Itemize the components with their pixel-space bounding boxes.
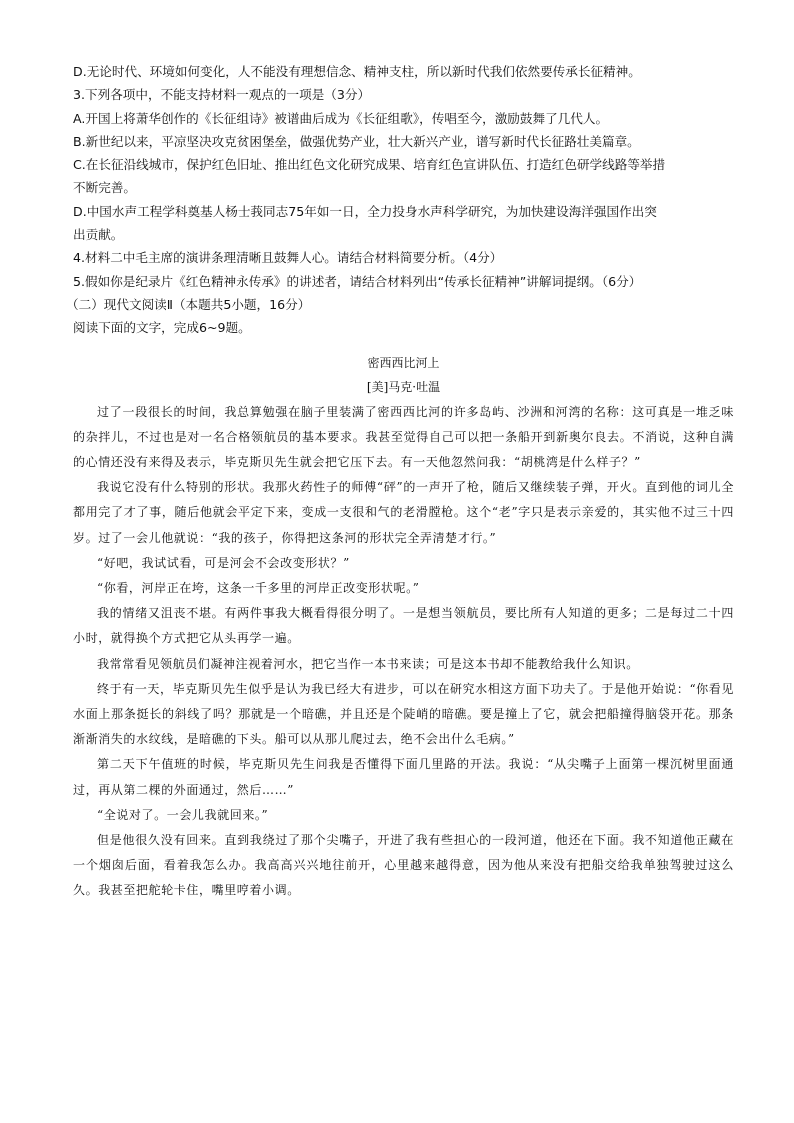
option-3d-line1: D.中国水声工程学科奠基人杨士莪同志75年如一日，全力投身水声科学研究，为加快建设海洋强国作出突 (73, 203, 657, 219)
story-paragraph: “好吧，我试试看，可是河会不会改变形状？” (97, 555, 350, 570)
story-title: 密西西比河上 (367, 355, 440, 370)
story-paragraph: “全说对了。一会儿我就回来。” (97, 807, 269, 822)
story-paragraph: 我常常看见领航员们凝神注视着河水，把它当作一本书来读；可是这本书却不能教给我什么知识。 (97, 656, 639, 671)
story-paragraph: 第二天下午值班的时候，毕克斯贝先生问我是否懂得下面几里路的开法。我说：“从尖嘴子上面第一棵沉树里面通过，再从第二棵的外面通过，然后……” (73, 757, 734, 797)
option-3a: A.开国上将萧华创作的《长征组诗》被谱曲后成为《长征组歌》，传唱至今，激励鼓舞了几代人。 (73, 110, 609, 126)
story-paragraph: 但是他很久没有回来。直到我绕过了那个尖嘴子，开进了我有些担心的一段河道，他还在下面。我不知道他正藏在一个烟囱后面，看着我怎么办。我高高兴兴地往前开，心里越来越得意，因为他从来没有把船交给我单独驾驶过这么久。我甚至把舵轮卡住，嘴里哼着小调。 (73, 833, 734, 898)
section-heading: （二）现代文阅读Ⅱ（本题共5小题，16分） (66, 296, 311, 312)
section-instruction: 阅读下面的文字，完成6~9题。 (73, 320, 251, 336)
story-paragraph: 我的情绪又沮丧不堪。有两件事我大概看得很分明了。一是想当领航员，要比所有人知道的更多；二是每过二十四小时，就得换个方式把它从头再学一遍。 (73, 606, 734, 646)
story-author: [美]马克·吐温 (366, 379, 441, 394)
option-3c-line1: C.在长征沿线城市，保护红色旧址、推出红色文化研究成果、培育红色宣讲队伍、打造红色研学线路等举措 (73, 157, 666, 173)
option-2d: D.无论时代、环境如何变化，人不能没有理想信念、精神支柱，所以新时代我们依然要传承长征精神。 (73, 64, 641, 79)
question-3-stem: 3.下列各项中，不能支持材料一观点的一项是（3分） (73, 87, 371, 103)
option-3b: B.新世纪以来，平凉坚决攻克贫困堡垒，做强优势产业，壮大新兴产业，谱写新时代长征路壮美篇章。 (73, 133, 640, 149)
story-paragraph: 我说它没有什么特别的形状。我那火药性子的师傅“砰”的一声开了枪，随后又继续装子弹，开火。直到他的词儿全都用完了才了事，随后他就会平定下来，变成一支很和气的老滑膛枪。这个“老”字只是表示亲爱的，其实他不过三十四岁。过了一会儿他就说：“我的孩子，你得把这条河的形状完全弄清楚才行。” (73, 480, 734, 545)
option-3c-line2: 不断完善。 (73, 180, 136, 196)
story-paragraph: 终于有一天，毕克斯贝先生似乎是认为我已经大有进步，可以在研究水相这方面下功夫了。于是他开始说：“你看见水面上那条挺长的斜线了吗？那就是一个暗礁，并且还是个陡峭的暗礁。要是撞上了它，就会把船撞得脑袋开花。那条渐渐消失的水纹线，是暗礁的下头。船可以从那儿爬过去，绝不会出什么毛病。” (73, 681, 734, 747)
option-3d-line2: 出贡献。 (73, 227, 124, 243)
story-paragraph: 过了一段很长的时间，我总算勉强在脑子里装满了密西西比河的许多岛屿、沙洲和河湾的名称：这可真是一堆乏味的杂拌儿，不过也是对一名合格领航员的基本要求。我甚至觉得自己可以把一条船开到新奥尔良去。不消说，这种自满的心情还没有来得及表示，毕克斯贝先生就会把它压下去。有一天他忽然问我：“胡桃湾是什么样子？” (73, 404, 734, 469)
question-4: 4.材料二中毛主席的演讲条理清晰且鼓舞人心。请结合材料简要分析。（4分） (73, 250, 503, 266)
story-paragraph: “你看，河岸正在垮，这条一千多里的河岸正改变形状呢。” (97, 580, 420, 595)
question-5: 5.假如你是纪录片《红色精神永传承》的讲述者，请结合材料列出“传承长征精神”讲解词提纲。（6分） (73, 273, 642, 289)
story-body (73, 400, 734, 904)
